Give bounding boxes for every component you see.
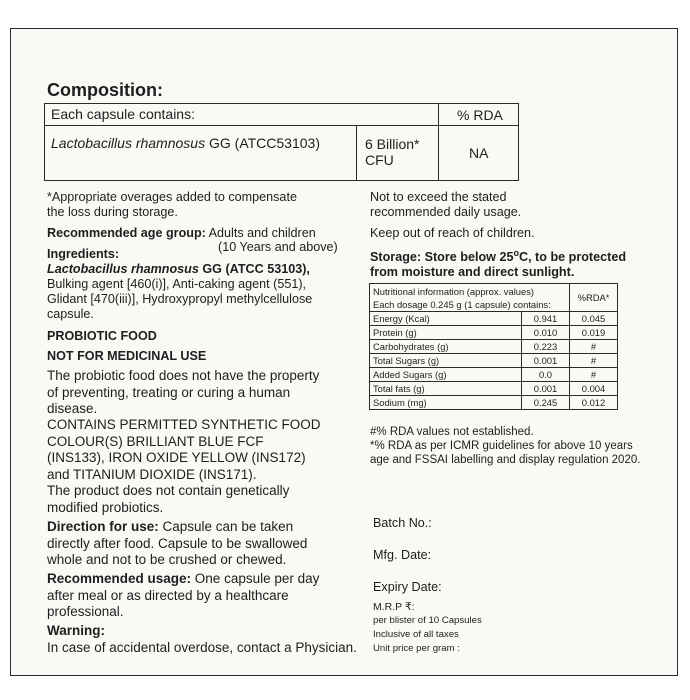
usage-text: One capsule per day [191,571,320,586]
nutrient-name: Carbohydrates (g) [370,340,522,354]
nutrient-name: Total Sugars (g) [370,354,522,368]
age-group-label: Recommended age group: [47,226,206,240]
age-group [47,226,316,241]
overage-note [47,190,297,220]
table-row [370,326,618,340]
nutrient-value: 0.0 [522,368,570,382]
unit-price: Unit price per gram : [373,643,460,654]
text-line: modified probiotics. [47,499,164,515]
text-line: *% RDA as per ICMR guidelines for above 10 years [370,440,633,452]
nutrient-value: 0.245 [522,396,570,410]
table-row [370,340,618,354]
composition-header-rda: % RDA [457,107,503,123]
text-line: Not to exceed the stated [370,190,507,204]
text-line: disease. [47,401,98,416]
nutrient-rda: 0.045 [570,312,618,326]
text-line: from moisture and direct sunlight. [370,265,575,280]
nutrient-rda: # [570,340,618,354]
nutrient-name: Total fats (g) [370,382,522,396]
text-line: age and FSSAI labelling and display regulation 2020. [370,454,641,466]
table-divider [438,104,439,180]
nutrient-name: Added Sugars (g) [370,368,522,382]
text-line: COLOUR(S) BRILLIANT BLUE FCF [47,433,264,449]
nutrient-rda: # [570,368,618,382]
probiotic-food-heading: PROBIOTIC FOOD [47,329,157,343]
nutrition-header [370,284,570,312]
table-row [370,368,618,382]
nutrition-header-line: Nutritional information (approx. values) [373,285,535,297]
degree-symbol: o [513,248,519,258]
age-group-range: (10 Years and above) [218,240,338,254]
composition-header-left: Each capsule contains: [51,106,195,122]
nutrient-rda: # [570,354,618,368]
table-row [370,312,618,326]
text-line: capsule. [47,307,94,321]
colour-statement [47,417,321,483]
nutrient-name: Sodium (mg) [370,396,522,410]
direction-for-use [47,519,307,569]
text-line: whole and not to be crushed or chewed. [47,552,287,567]
nutrient-name: Protein (g) [370,326,522,340]
nutrition-header-row [370,284,618,312]
text-line: after meal or as directed by a healthcare [47,587,289,603]
text-line: per blister of 10 Capsules [373,615,482,626]
age-group-value: Adults and children [205,226,316,240]
nutrient-rda: 0.019 [570,326,618,340]
direction-text: Capsule can be taken [158,519,294,534]
text-line: CONTAINS PERMITTED SYNTHETIC FOOD [47,417,321,432]
nutrition-table [369,283,618,410]
amount-unit: CFU [365,152,394,168]
probiotic-note [47,368,319,418]
text-line: of preventing, treating or curing a human [47,384,291,400]
not-medicinal-heading: NOT FOR MEDICINAL USE [47,349,207,363]
storage-text: C, to be protected [518,250,627,265]
nutrient-rda: 0.012 [570,396,618,410]
warning-label: Warning: [47,623,105,638]
nutrient-value: 0.010 [522,326,570,340]
warning [47,623,357,656]
nutrient-value: 0.001 [522,354,570,368]
composition-organism [51,135,320,151]
mrp-label: M.R.P ₹: [373,601,415,613]
exceed-note [370,190,521,220]
table-row [370,354,618,368]
table-row [370,382,618,396]
direction-label: Direction for use: [47,519,159,534]
composition-rda-value: NA [469,145,489,161]
text-line: recommended daily usage. [370,205,522,219]
text-line: The product does not contain genetically [47,483,290,498]
nutrient-value: 0.001 [522,382,570,396]
organism-name: Lactobacillus rhamnosus [51,135,206,151]
expiry-date: Expiry Date: [373,580,442,594]
nutrition-header-line: Each dosage 0.245 g (1 capsule) contains: [373,298,551,310]
ingredients [47,247,312,322]
text-line: (INS133), IRON OXIDE YELLOW (INS172) [47,450,306,465]
ingredient-organism: Lactobacillus rhamnosus [47,262,199,276]
recommended-usage [47,571,319,621]
usage-label: Recommended usage: [47,571,192,586]
mfg-date: Mfg. Date: [373,548,432,562]
nutrition-header-rda: %RDA* [570,284,618,312]
text-line: Glidant [470(iii)], Hydroxypropyl methylcellulose [47,292,313,306]
organism-strain: GG (ATCC53103) [205,135,320,151]
text-line: #% RDA values not established. [370,426,534,438]
ingredient-strain: GG (ATCC 53103), [198,262,310,276]
text-line: *Appropriate overages added to compensate [47,190,297,204]
text-line: and TITANIUM DIOXIDE (INS171). [47,466,257,482]
text-line: directly after food. Capsule to be swallowed [47,535,308,551]
table-divider [356,125,357,180]
amount-line: 6 Billion* [365,136,420,152]
composition-title: Composition: [47,80,163,100]
table-divider [45,125,518,126]
text-line: the loss during storage. [47,205,178,219]
text-line: Inclusive of all taxes [373,629,459,640]
keep-out-note: Keep out of reach of children. [370,226,535,240]
ingredients-main [47,262,312,277]
text-line: professional. [47,604,124,619]
rda-footnotes [370,425,640,467]
nutrient-value: 0.941 [522,312,570,326]
ingredients-label: Ingredients: [47,247,120,261]
gmo-statement [47,483,289,516]
storage-instruction [370,246,626,280]
nutrient-name: Energy (Kcal) [370,312,522,326]
composition-table [44,103,519,181]
nutrient-value: 0.223 [522,340,570,354]
composition-amount [365,136,419,168]
warning-text: In case of accidental overdose, contact a Physician. [47,639,357,655]
text-line: Bulking agent [460(i)], Anti-caking agent (551), [47,277,307,291]
text-line: The probiotic food does not have the property [47,368,320,383]
nutrient-rda: 0.004 [570,382,618,396]
table-row [370,396,618,410]
batch-no: Batch No.: [373,516,432,530]
storage-text: Storage: Store below 25 [370,250,514,265]
price-block [373,600,482,656]
